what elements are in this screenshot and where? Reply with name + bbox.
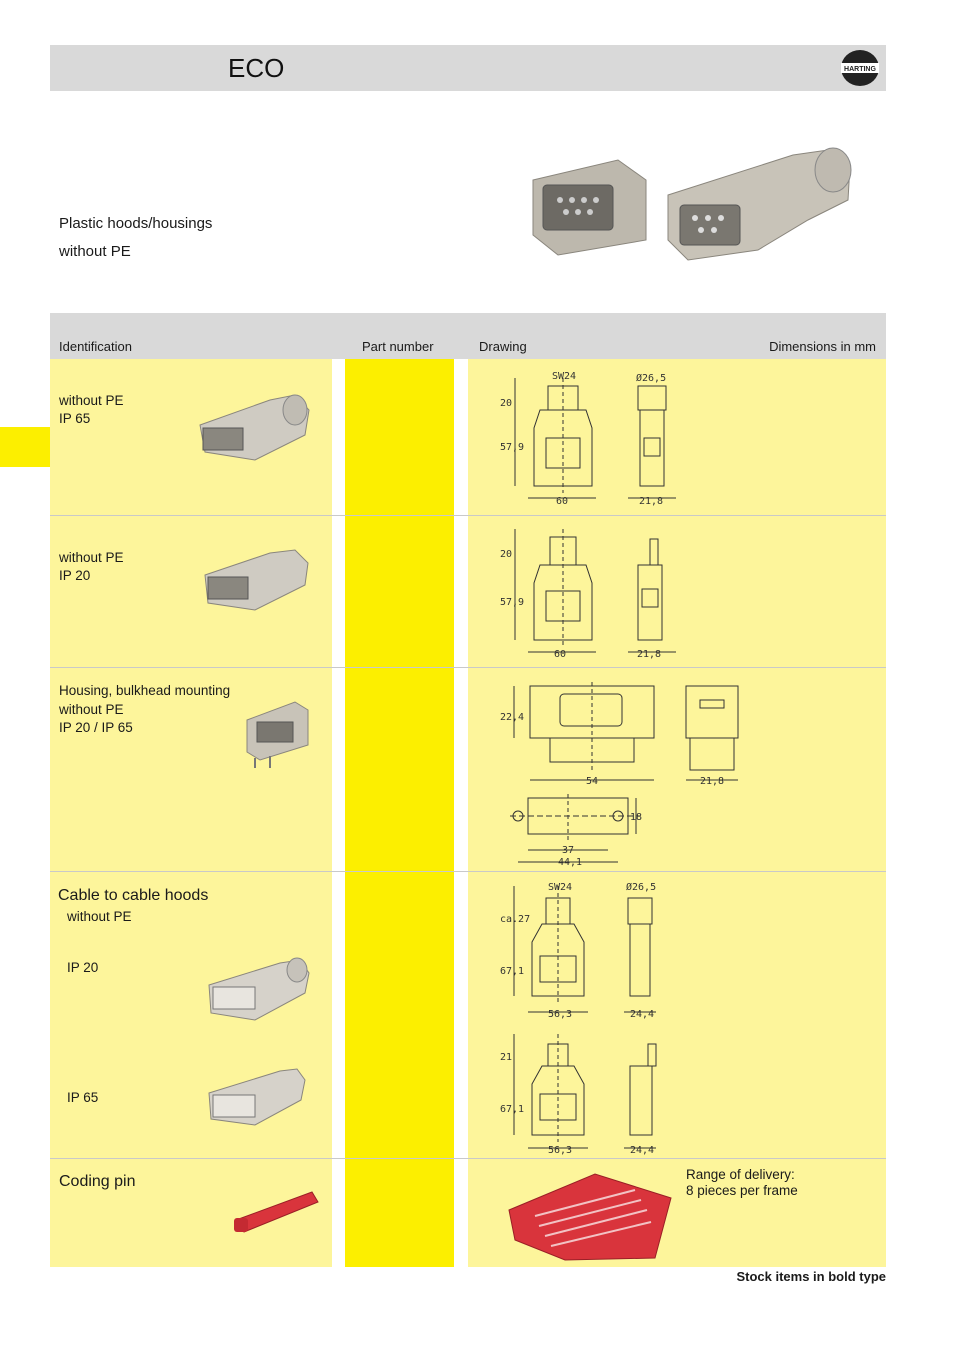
col-drawing: Drawing [479,339,527,354]
cable-hoods-variant-ip65: IP 65 [67,1090,99,1105]
row4-drawing-ip65 [500,1030,700,1155]
row3-line1: Housing, bulkhead mounting [59,683,231,698]
svg-text:Ø26,5: Ø26,5 [626,882,657,893]
row1-line2: IP 65 [59,411,91,426]
svg-text:21,8: 21,8 [639,496,664,507]
row2-drawing [500,525,700,660]
hood-ip65-photo [195,390,310,468]
cable-hood-ip20-photo [205,955,310,1025]
svg-text:56,3: 56,3 [548,1009,573,1020]
coding-pin-photo [232,1188,322,1238]
svg-text:60: 60 [554,649,567,660]
svg-text:24,4: 24,4 [630,1145,655,1155]
svg-text:ca.27: ca.27 [500,914,531,925]
page-title: ECO [228,53,285,83]
svg-text:54: 54 [586,776,599,787]
svg-text:18: 18 [630,812,643,823]
row2-line2: IP 20 [59,568,91,583]
intro-line-2: without PE [59,243,131,260]
svg-text:21,8: 21,8 [637,649,662,660]
svg-text:56,3: 56,3 [548,1145,573,1155]
col-part-number: Part number [362,339,434,354]
svg-text:37: 37 [562,845,575,856]
cable-hood-ip65-photo [205,1065,310,1130]
product-photo [528,140,858,270]
svg-text:22,4: 22,4 [500,712,525,723]
row-divider [50,871,886,872]
row4-drawing-ip20 [500,878,700,1020]
harting-logo [840,48,880,88]
table-header [50,313,886,359]
identification-column [50,359,332,1267]
row3-line3: IP 20 / IP 65 [59,720,133,735]
delivery-value: 8 pieces per frame [686,1183,798,1198]
row2-line1: without PE [59,550,124,565]
row3-drawing [500,680,750,868]
svg-text:57,9: 57,9 [500,442,525,453]
header-bar [50,45,886,91]
cable-hoods-variant-ip20: IP 20 [67,960,99,975]
svg-text:SW24: SW24 [548,882,573,893]
svg-text:67,1: 67,1 [500,966,525,977]
coding-pin-title: Coding pin [59,1173,136,1190]
part-number-column [345,359,454,1267]
col-identification: Identification [59,339,132,354]
row-divider [50,667,886,668]
svg-text:60: 60 [556,496,569,507]
coding-pin-frame-photo [505,1170,675,1262]
bulkhead-housing-photo [245,700,310,770]
col-dimensions: Dimensions in mm [769,339,876,354]
row-divider [50,1158,886,1159]
delivery-label: Range of delivery: [686,1167,795,1182]
svg-text:44,1: 44,1 [558,857,583,868]
cable-hoods-title: Cable to cable hoods [58,887,209,904]
row-divider [50,515,886,516]
row1-line1: without PE [59,393,124,408]
row1-drawing [500,368,700,510]
cable-hoods-subtitle: without PE [67,909,132,924]
svg-text:21,8: 21,8 [700,776,725,787]
svg-text:57,9: 57,9 [500,597,525,608]
stock-items-note: Stock items in bold type [736,1269,886,1284]
svg-text:21: 21 [500,1052,513,1063]
intro-line-1: Plastic hoods/housings [59,215,213,232]
row3-line2: without PE [59,702,124,717]
svg-text:67,1: 67,1 [500,1104,525,1115]
section-tab [0,427,50,467]
svg-text:Ø26,5: Ø26,5 [636,373,667,384]
svg-text:20: 20 [500,549,513,560]
svg-text:SW24: SW24 [552,371,577,382]
svg-text:HARTING: HARTING [844,66,876,73]
svg-text:20: 20 [500,398,513,409]
hood-ip20-photo [200,545,310,617]
svg-text:24,4: 24,4 [630,1009,655,1020]
